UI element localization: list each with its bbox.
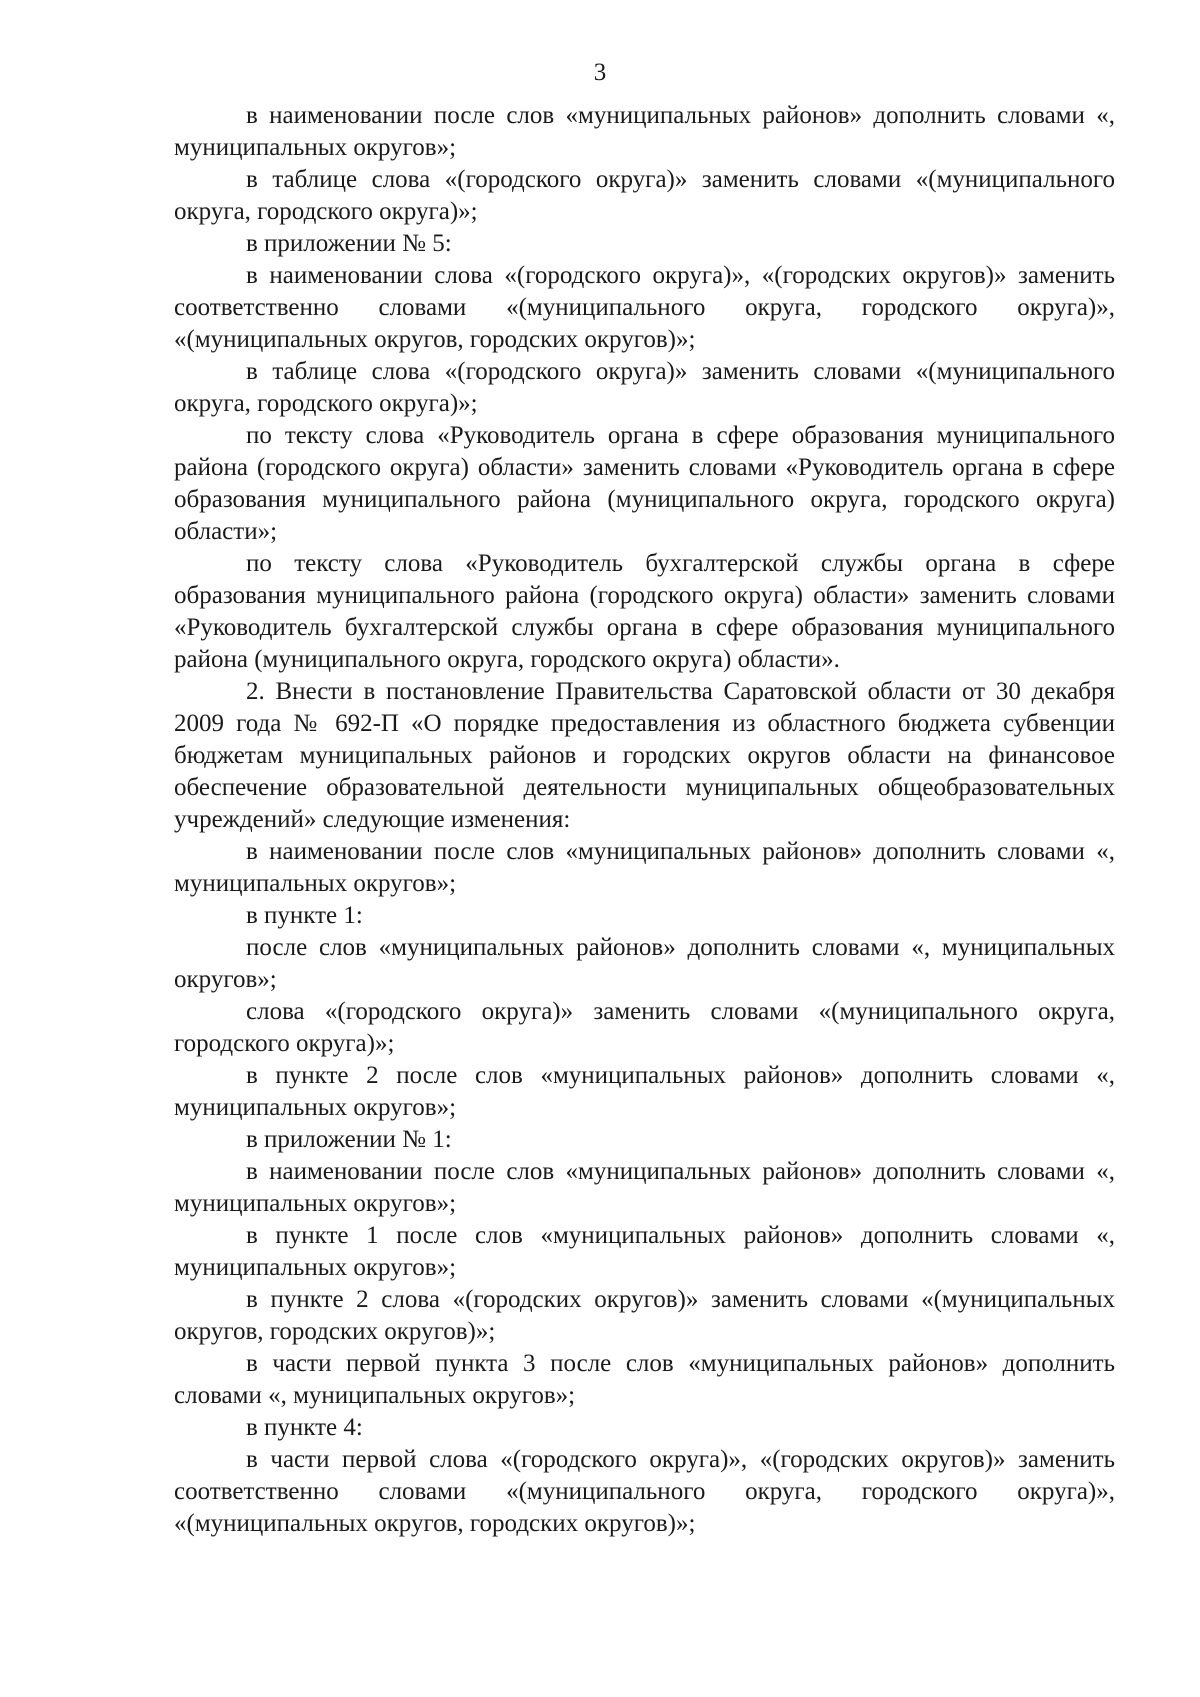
paragraph: в пункте 2 слова «(городских округов)» заменить словами «(муниципальных округов, городских округов)»;	[174, 1286, 1115, 1345]
paragraph: в части первой пункта 3 после слов «муниципальных районов» дополнить словами «, муниципальных округов»;	[174, 1350, 1115, 1409]
page-number: 3	[593, 59, 607, 86]
paragraph: в приложении № 1:	[246, 1126, 452, 1153]
paragraph: в пункте 1 после слов «муниципальных районов» дополнить словами «, муниципальных округов»;	[174, 1222, 1115, 1281]
paragraph: в таблице слова «(городского округа)» заменить словами «(муниципального округа, городского округа)»;	[174, 166, 1115, 225]
paragraph: в пункте 1:	[246, 902, 363, 929]
paragraph: в пункте 2 после слов «муниципальных районов» дополнить словами «, муниципальных округов»;	[174, 1062, 1115, 1121]
paragraph: в наименовании после слов «муниципальных районов» дополнить словами «, муниципальных округов»;	[174, 102, 1115, 161]
paragraph: в наименовании после слов «муниципальных районов» дополнить словами «, муниципальных округов»;	[174, 838, 1115, 897]
paragraph: 2. Внести в постановление Правительства Саратовской области от 30 декабря 2009 года № 692-П «О порядке предоставления из областного бюджета субвенции бюджетам муниципальных районов и городских округов области на финансовое обеспечение образовательной деятельности муниципальных общеобразовательных учреждений» следующие изменения:	[174, 678, 1115, 833]
document-body	[174, 100, 1115, 1540]
paragraph: в наименовании слова «(городского округа)», «(городских округов)» заменить соответственно словами «(муниципального округа, городского округа)», «(муниципальных округов, городских округов)»;	[174, 262, 1115, 353]
paragraph: слова «(городского округа)» заменить словами «(муниципального округа, городского округа)»;	[174, 998, 1115, 1057]
paragraph: по тексту слова «Руководитель органа в сфере образования муниципального района (городского округа) области» заменить словами «Руководитель органа в сфере образования муниципального района (муниципального округа, городского округа) области»;	[174, 422, 1115, 545]
paragraph: в пункте 4:	[246, 1414, 363, 1441]
paragraph: в наименовании после слов «муниципальных районов» дополнить словами «, муниципальных округов»;	[174, 1158, 1115, 1217]
paragraph: после слов «муниципальных районов» дополнить словами «, муниципальных округов»;	[174, 934, 1115, 993]
paragraph: по тексту слова «Руководитель бухгалтерской службы органа в сфере образования муниципального района (городского округа) области» заменить словами «Руководитель бухгалтерской службы органа в сфере образования муниципального района (муниципального округа, городского округа) области».	[174, 550, 1115, 673]
paragraph: в таблице слова «(городского округа)» заменить словами «(муниципального округа, городского округа)»;	[174, 358, 1115, 417]
paragraph: в приложении № 5:	[246, 230, 452, 257]
paragraph: в части первой слова «(городского округа)», «(городских округов)» заменить соответственно словами «(муниципального округа, городского округа)», «(муниципальных округов, городских округов)»;	[174, 1446, 1115, 1537]
